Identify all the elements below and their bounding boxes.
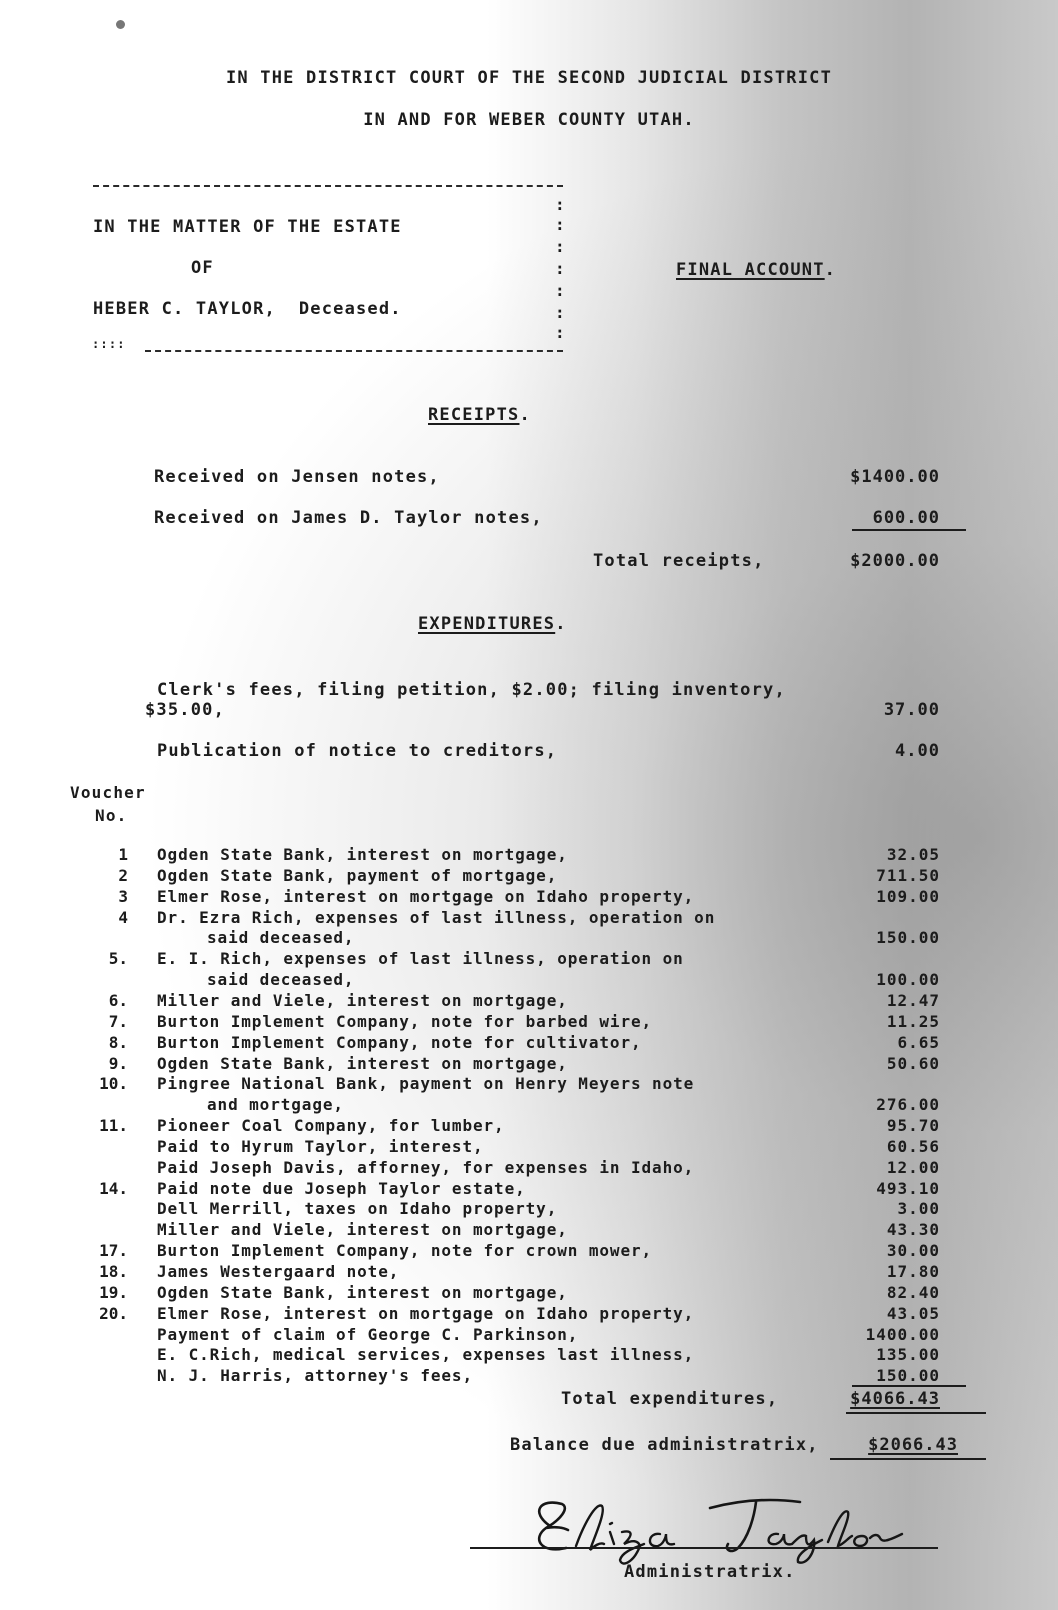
- signature-line: [470, 1547, 938, 1549]
- voucher-amount: 109.00: [876, 886, 940, 906]
- voucher-description: Burton Implement Company, note for cultivator,: [157, 1032, 642, 1052]
- receipts-heading: RECEIPTS.: [428, 405, 531, 425]
- voucher-row: [0, 1012, 1058, 1032]
- voucher-row: [0, 908, 1058, 928]
- expenditures-heading-text: EXPENDITURES: [418, 614, 556, 634]
- voucher-number: 8.: [108, 1032, 128, 1052]
- voucher-amount: 493.10: [876, 1178, 940, 1198]
- voucher-description: E. I. Rich, expenses of last illness, operation on: [157, 949, 684, 969]
- balance-label: Balance due administratrix,: [510, 1435, 819, 1455]
- voucher-amount: 3.00: [897, 1199, 940, 1219]
- voucher-row: [0, 1033, 1058, 1053]
- voucher-description: Paid note due Joseph Taylor estate,: [157, 1178, 526, 1198]
- receipt-desc: Received on Jensen notes,: [154, 467, 440, 487]
- voucher-amount: 711.50: [876, 865, 940, 885]
- court-heading-line2: IN AND FOR WEBER COUNTY UTAH.: [363, 110, 695, 130]
- voucher-row: [0, 1366, 1058, 1386]
- voucher-amount: 60.56: [886, 1136, 940, 1156]
- voucher-row: [0, 1074, 1058, 1094]
- clerk-fees-line2: $35.00,: [145, 700, 226, 720]
- voucher-row: [0, 928, 1058, 948]
- voucher-description: Pingree National Bank, payment on Henry Meyers note: [157, 1074, 695, 1094]
- voucher-amount: 82.40: [886, 1282, 940, 1302]
- voucher-row: [0, 1345, 1058, 1365]
- receipts-rule: [852, 529, 966, 531]
- voucher-row: [0, 845, 1058, 865]
- court-heading-line1: IN THE DISTRICT COURT OF THE SECOND JUDICIAL DISTRICT: [225, 68, 833, 88]
- voucher-description: Payment of claim of George C. Parkinson,: [157, 1324, 579, 1344]
- voucher-amount: 150.00: [876, 928, 940, 948]
- publication-desc: Publication of notice to creditors,: [157, 741, 558, 761]
- voucher-row: [0, 1304, 1058, 1324]
- voucher-row: [0, 866, 1058, 886]
- voucher-amount: 17.80: [886, 1262, 940, 1281]
- voucher-number: 3: [118, 886, 128, 906]
- voucher-amount: 43.30: [886, 1220, 940, 1240]
- voucher-number: 2: [118, 865, 128, 885]
- voucher-row: [0, 1054, 1058, 1074]
- voucher-number: 7.: [108, 1011, 128, 1031]
- voucher-description: N. J. Harris, attorney's fees,: [157, 1366, 473, 1386]
- voucher-row: [0, 887, 1058, 907]
- voucher-amount: 6.65: [897, 1032, 940, 1052]
- voucher-label: Voucher: [70, 783, 146, 802]
- voucher-number: 6.: [108, 990, 128, 1010]
- voucher-row: [0, 1262, 1058, 1282]
- receipt-desc: Received on James D. Taylor notes,: [154, 508, 543, 528]
- voucher-description: E. C.Rich, medical services, expenses last illness,: [157, 1345, 695, 1365]
- caption-colon: :: [555, 237, 565, 256]
- document-title: FINAL ACCOUNT.: [676, 260, 837, 280]
- total-expenditures-rule: [846, 1412, 986, 1414]
- clerk-fees-amount: 37.00: [883, 700, 940, 720]
- voucher-description: Miller and Viele, interest on mortgage,: [157, 990, 568, 1010]
- voucher-description: Miller and Viele, interest on mortgage,: [157, 1220, 568, 1240]
- estate-caption-line3: HEBER C. TAYLOR, Deceased.: [93, 299, 402, 319]
- voucher-number: 9.: [108, 1053, 128, 1073]
- voucher-amount: 100.00: [876, 970, 940, 990]
- voucher-row: [0, 991, 1058, 1011]
- total-expenditures-value: $4066.43: [850, 1389, 940, 1409]
- voucher-row: [0, 1116, 1058, 1136]
- voucher-row: [0, 1325, 1058, 1345]
- voucher-description: Elmer Rose, interest on mortgage on Idaho property,: [157, 886, 695, 906]
- publication-amount: 4.00: [895, 741, 940, 761]
- voucher-amount: 32.05: [886, 845, 940, 864]
- voucher-description: Ogden State Bank, interest on mortgage,: [157, 1282, 568, 1302]
- caption-colon: :: [555, 281, 565, 300]
- voucher-description: Burton Implement Company, note for crown mower,: [157, 1241, 653, 1261]
- voucher-description: Paid to Hyrum Taylor, interest,: [157, 1136, 484, 1156]
- voucher-number: 20.: [99, 1303, 128, 1323]
- voucher-description: Ogden State Bank, interest on mortgage,: [157, 845, 568, 864]
- voucher-description: James Westergaard note,: [157, 1262, 400, 1281]
- receipts-heading-text: RECEIPTS: [428, 405, 520, 425]
- voucher-row: [0, 1220, 1058, 1240]
- expenditures-heading: EXPENDITURES.: [418, 614, 567, 634]
- voucher-description: Paid Joseph Davis, afforney, for expenses in Idaho,: [157, 1157, 695, 1177]
- handwritten-signature: [510, 1488, 940, 1568]
- voucher-description: said deceased,: [207, 928, 355, 948]
- voucher-no-label: No.: [95, 806, 128, 825]
- voucher-row: [0, 1158, 1058, 1178]
- voucher-number: 17.: [99, 1241, 128, 1261]
- ink-spot: [116, 20, 125, 29]
- document-title-text: FINAL ACCOUNT: [676, 260, 825, 280]
- total-expenditures-label: Total expenditures,: [561, 1389, 779, 1409]
- estate-caption-line1: IN THE MATTER OF THE ESTATE: [93, 217, 402, 237]
- voucher-row: [0, 1179, 1058, 1199]
- voucher-description: Dr. Ezra Rich, expenses of last illness, operation on: [157, 907, 716, 927]
- total-receipts-amount: $2000.00: [850, 551, 940, 571]
- voucher-amount: 12.00: [886, 1157, 940, 1177]
- voucher-amount: 12.47: [886, 990, 940, 1010]
- balance-amount: [868, 1435, 958, 1455]
- voucher-description: and mortgage,: [207, 1095, 344, 1115]
- clerk-fees-line1: Clerk's fees, filing petition, $2.00; filing inventory,: [157, 680, 786, 700]
- voucher-description: Burton Implement Company, note for barbed wire,: [157, 1011, 653, 1031]
- voucher-row: [0, 949, 1058, 969]
- voucher-row: [0, 1137, 1058, 1157]
- voucher-amount: 135.00: [876, 1345, 940, 1365]
- balance-rule: [830, 1458, 986, 1460]
- receipt-amount: 600.00: [872, 508, 940, 528]
- voucher-number: 4: [118, 907, 128, 927]
- voucher-row: [0, 1199, 1058, 1219]
- voucher-number: 14.: [99, 1178, 128, 1198]
- voucher-description: Ogden State Bank, interest on mortgage,: [157, 1053, 568, 1073]
- caption-colon: :: [555, 195, 565, 214]
- voucher-description: said deceased,: [207, 970, 355, 990]
- voucher-number: 19.: [99, 1282, 128, 1302]
- estate-caption-line2: OF: [191, 258, 214, 278]
- caption-bottom-border: [145, 350, 563, 352]
- total-receipts-label: Total receipts,: [593, 551, 765, 571]
- caption-colon: :: [555, 303, 565, 322]
- voucher-description: Ogden State Bank, payment of mortgage,: [157, 865, 558, 885]
- expenditures-rule: [852, 1385, 966, 1387]
- voucher-amount: 150.00: [876, 1366, 940, 1386]
- voucher-amount: 30.00: [886, 1241, 940, 1261]
- voucher-number: 5.: [108, 949, 128, 969]
- voucher-description: Pioneer Coal Company, for lumber,: [157, 1116, 505, 1136]
- caption-colon: :: [555, 323, 565, 342]
- voucher-number: 10.: [99, 1074, 128, 1094]
- caption-colon: :: [555, 215, 565, 234]
- receipt-amount: $1400.00: [850, 467, 940, 487]
- voucher-description: Elmer Rose, interest on mortgage on Idaho property,: [157, 1303, 695, 1323]
- voucher-amount: 11.25: [886, 1011, 940, 1031]
- voucher-row: [0, 1283, 1058, 1303]
- balance-value: $2066.43: [868, 1435, 958, 1455]
- voucher-number: 18.: [99, 1262, 128, 1281]
- voucher-row: [0, 1095, 1058, 1115]
- voucher-row: [0, 1241, 1058, 1261]
- signer-title: Administratrix.: [624, 1562, 796, 1582]
- total-expenditures-amount: [850, 1389, 940, 1409]
- caption-top-border: [93, 185, 563, 187]
- voucher-row: [0, 970, 1058, 990]
- voucher-amount: 50.60: [886, 1053, 940, 1073]
- voucher-amount: 1400.00: [865, 1324, 940, 1344]
- voucher-number: 11.: [99, 1116, 128, 1136]
- caption-colon: :: [555, 259, 565, 278]
- voucher-amount: 43.05: [886, 1303, 940, 1323]
- voucher-number: 1: [118, 845, 128, 864]
- voucher-amount: 276.00: [876, 1095, 940, 1115]
- voucher-amount: 95.70: [886, 1116, 940, 1136]
- voucher-description: Dell Merrill, taxes on Idaho property,: [157, 1199, 558, 1219]
- caption-marks: ::::: [92, 337, 126, 351]
